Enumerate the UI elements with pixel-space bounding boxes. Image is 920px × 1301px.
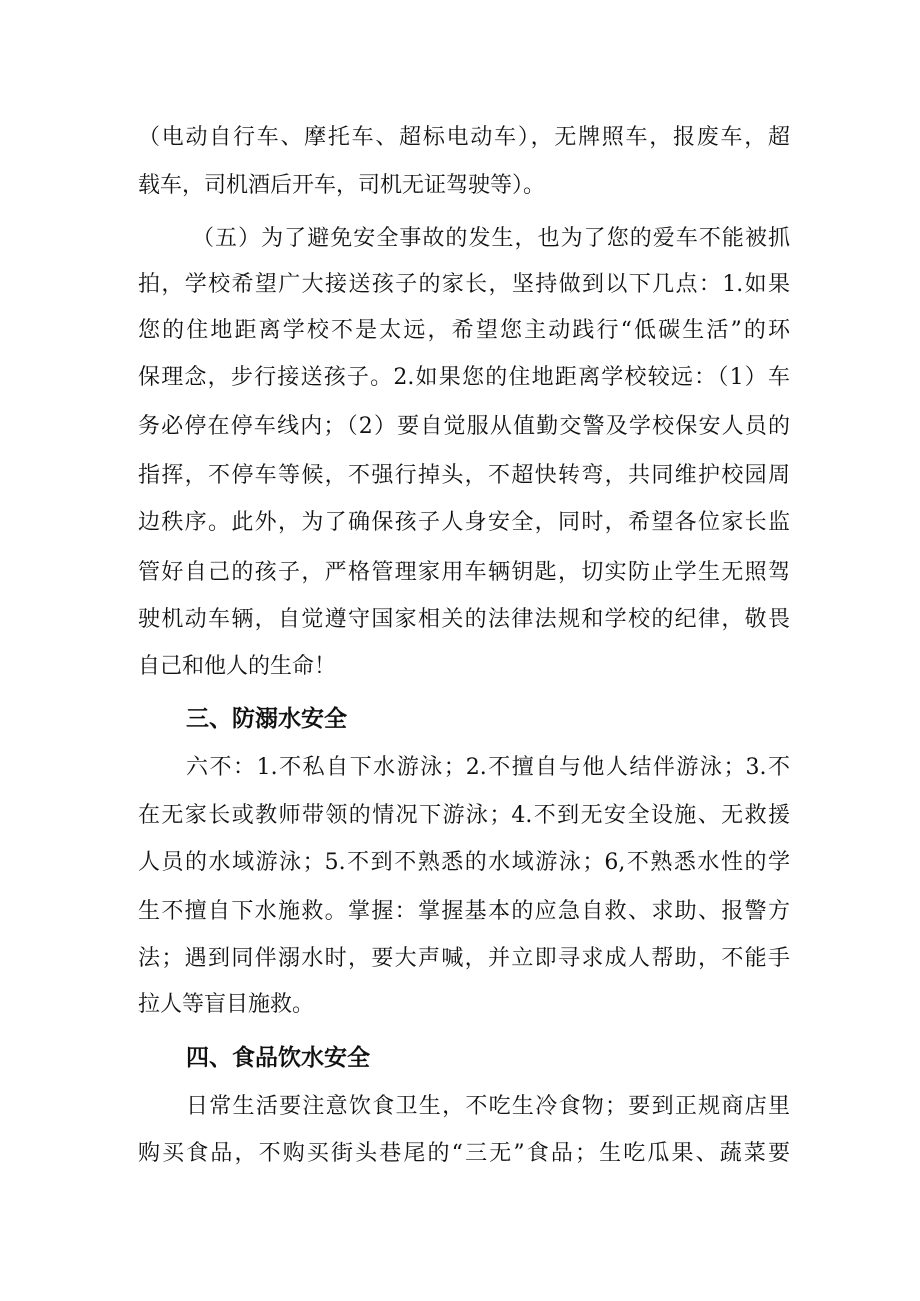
paragraph-line: （电动自行车、摩托车、超标电动车），无牌照车，报废车，超 bbox=[138, 125, 790, 150]
paragraph-line: 拉人等盲目施救。 bbox=[138, 992, 315, 1017]
paragraph-line: 拍，学校希望广大接送孩子的家长，坚持做到以下几点：1.如果 bbox=[138, 272, 790, 297]
paragraph-line: 人员的水域游泳；5.不到不熟悉的水域游泳；6,不熟悉水性的学 bbox=[138, 850, 790, 875]
paragraph-line: 生不擅自下水施救。掌握：掌握基本的应急自救、求助、报警方 bbox=[138, 899, 790, 924]
paragraph-line: 指挥，不停车等候，不强行掉头，不超快转弯，共同维护校园周 bbox=[138, 463, 790, 488]
paragraph-line: 边秩序。此外，为了确保孩子人身安全，同时，希望各位家长监 bbox=[138, 510, 790, 535]
section-heading-drowning: 三、防溺水安全 bbox=[186, 706, 347, 732]
paragraph-line: 购买食品，不购买街头巷尾的“三无”食品；生吃瓜果、蔬菜要 bbox=[138, 1141, 790, 1166]
paragraph-line: 管好自己的孩子，严格管理家用车辆钥匙，切实防止学生无照驾 bbox=[138, 560, 790, 585]
paragraph-line: 保理念，步行接送孩子。2.如果您的住地距离学校较远：（1）车 bbox=[138, 365, 790, 390]
paragraph-line: 载车，司机酒后开车，司机无证驾驶等）。 bbox=[138, 173, 546, 198]
paragraph-line: 驶机动车辆，自觉遵守国家相关的法律法规和学校的纪律，敬畏 bbox=[138, 607, 790, 632]
paragraph-line: 务必停在停车线内；（2）要自觉服从值勤交警及学校保安人员的 bbox=[138, 414, 790, 439]
paragraph-line: 在无家长或教师带领的情况下游泳；4.不到无安全设施、无救援 bbox=[138, 803, 790, 828]
paragraph-line: 法；遇到同伴溺水时，要大声喊，并立即寻求成人帮助，不能手 bbox=[138, 946, 790, 971]
section-heading-food: 四、食品饮水安全 bbox=[186, 1045, 370, 1071]
paragraph-line: 您的住地距离学校不是太远，希望您主动践行“低碳生活”的环 bbox=[138, 318, 790, 343]
paragraph-line: 六不：1.不私自下水游泳；2.不擅自与他人结伴游泳；3.不 bbox=[186, 755, 790, 780]
paragraph-line: 自己和他人的生命！ bbox=[138, 654, 337, 679]
paragraph-line: （五）为了避免安全事故的发生，也为了您的爱车不能被抓 bbox=[192, 226, 790, 251]
paragraph-line: 日常生活要注意饮食卫生，不吃生冷食物；要到正规商店里 bbox=[186, 1094, 790, 1119]
